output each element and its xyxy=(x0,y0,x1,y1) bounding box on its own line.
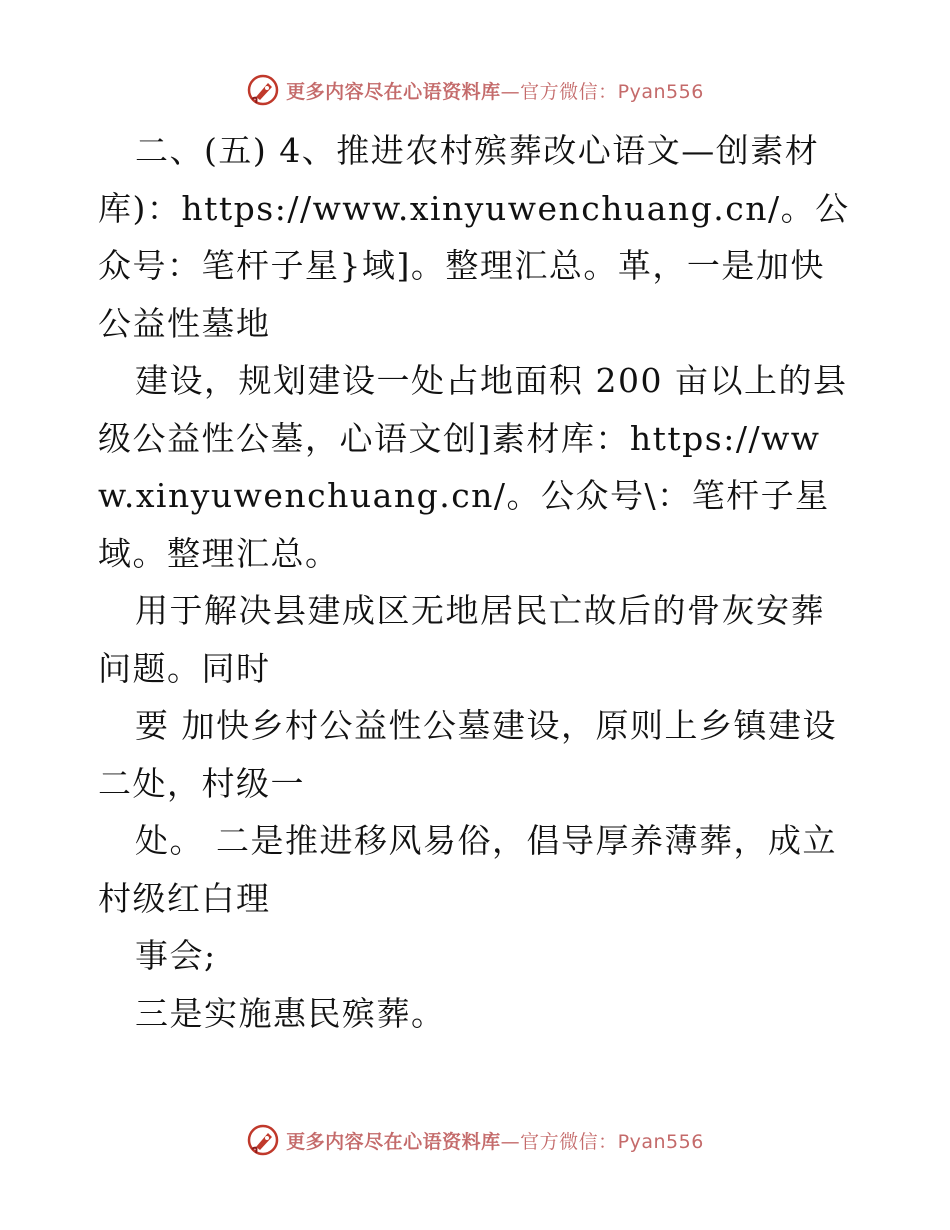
paragraph-3: 用于解决县建成区无地居民亡故后的骨灰安葬问题。同时 xyxy=(98,591,825,688)
paragraph-1: 二、(五) 4、推进农村殡葬改心语文—创素材库)：https://www.xinyuwenchuang.cn/。公众号：笔杆子星}域]。整理汇总。革，一是加快公益性墓地 xyxy=(98,131,850,343)
header-banner-dash: — xyxy=(500,80,521,103)
footer-banner xyxy=(0,1120,950,1160)
paragraph-6: 事会; xyxy=(135,936,217,975)
footer-banner-main: 更多内容尽在心语资料库 xyxy=(286,1130,501,1153)
paragraph-5: 处。 二是推进移风易俗，倡导厚养薄葬，成立村级红白理 xyxy=(98,821,837,918)
footer-banner-dash: — xyxy=(500,1130,521,1153)
paragraph-7: 三是实施惠民殡葬。 xyxy=(135,993,446,1033)
document-body xyxy=(98,122,858,1042)
footer-banner-wechat: 官方微信：Pyan556 xyxy=(520,1130,704,1153)
header-banner xyxy=(0,70,950,110)
paragraph-2: 建设，规划建设一处占地面积 200 亩以上的县级公益性公墓，心语文创]素材库：https://www.xinyuwenchuang.cn/。公众号\：笔杆子星域。整理汇总。 xyxy=(98,361,848,573)
header-banner-text xyxy=(286,77,704,104)
header-banner-main: 更多内容尽在心语资料库 xyxy=(286,80,501,103)
pen-nib-logo-icon xyxy=(246,73,280,107)
pen-nib-logo-icon xyxy=(246,1123,280,1157)
paragraph-4: 要 加快乡村公益性公墓建设，原则上乡镇建设二处，村级一 xyxy=(98,706,837,803)
header-banner-wechat: 官方微信：Pyan556 xyxy=(520,80,704,103)
footer-banner-text xyxy=(286,1127,704,1154)
